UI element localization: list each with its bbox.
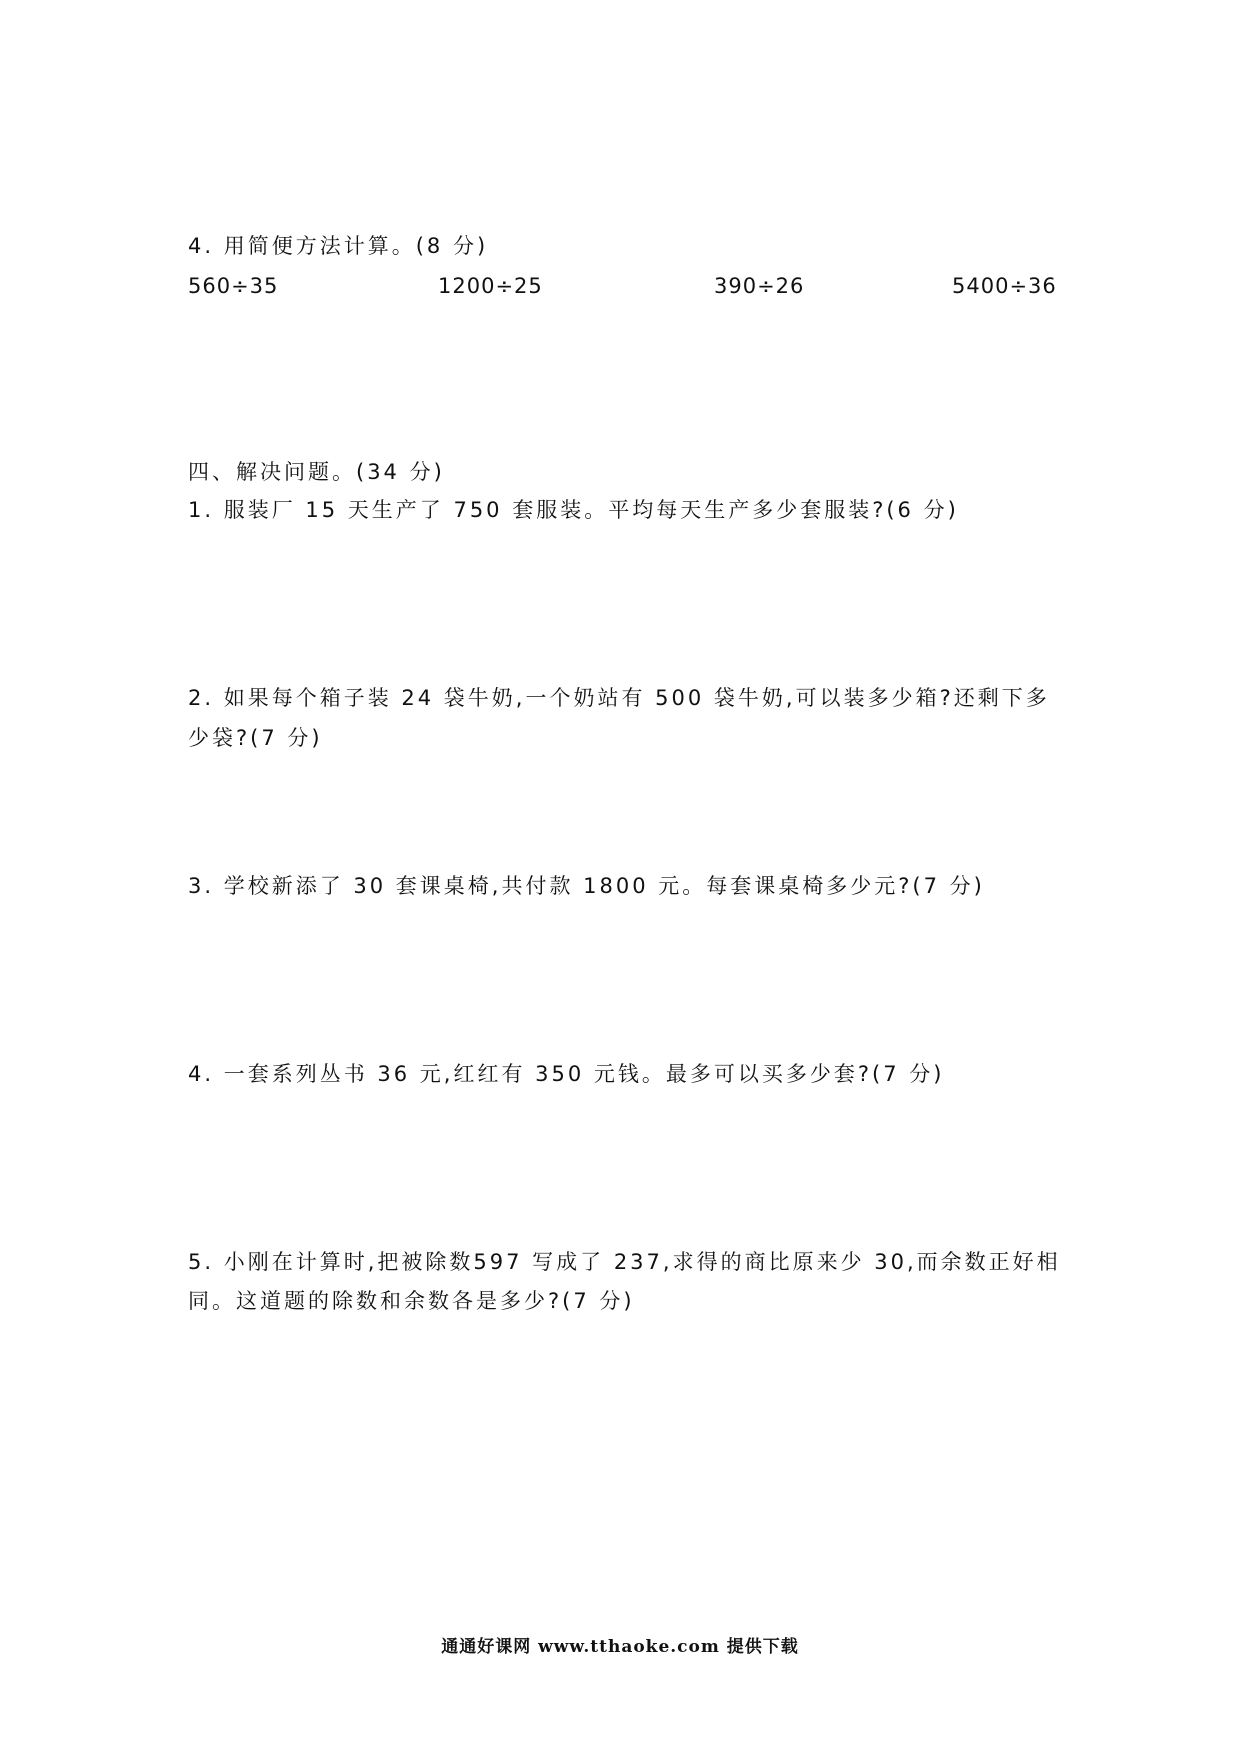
footer-credit: 通通好课网 www.tthaoke.com 提供下载 xyxy=(441,1637,799,1657)
expression-4: 5400÷36 xyxy=(952,274,1057,298)
problem-2: 2. 如果每个箱子装 24 袋牛奶,一个奶站有 500 袋牛奶,可以装多少箱?还剩下多 xyxy=(188,686,1050,710)
expression-1: 560÷35 xyxy=(188,274,279,298)
question-4-title: 4. 用简便方法计算。(8 分) xyxy=(188,234,489,258)
problem-2-continuation: 少袋?(7 分) xyxy=(188,726,323,750)
problem-3: 3. 学校新添了 30 套课桌椅,共付款 1800 元。每套课桌椅多少元?(7 分) xyxy=(188,874,985,898)
problem-4: 4. 一套系列丛书 36 元,红红有 350 元钱。最多可以买多少套?(7 分) xyxy=(188,1062,945,1086)
problem-5-continuation: 同。这道题的除数和余数各是多少?(7 分) xyxy=(188,1289,635,1313)
problem-1: 1. 服装厂 15 天生产了 750 套服装。平均每天生产多少套服装?(6 分) xyxy=(188,498,959,522)
expression-2: 1200÷25 xyxy=(438,274,543,298)
problem-5: 5. 小刚在计算时,把被除数597 写成了 237,求得的商比原来少 30,而余数正好相 xyxy=(188,1250,1061,1274)
section-four-heading: 四、解决问题。(34 分) xyxy=(188,460,445,484)
expression-3: 390÷26 xyxy=(714,274,805,298)
